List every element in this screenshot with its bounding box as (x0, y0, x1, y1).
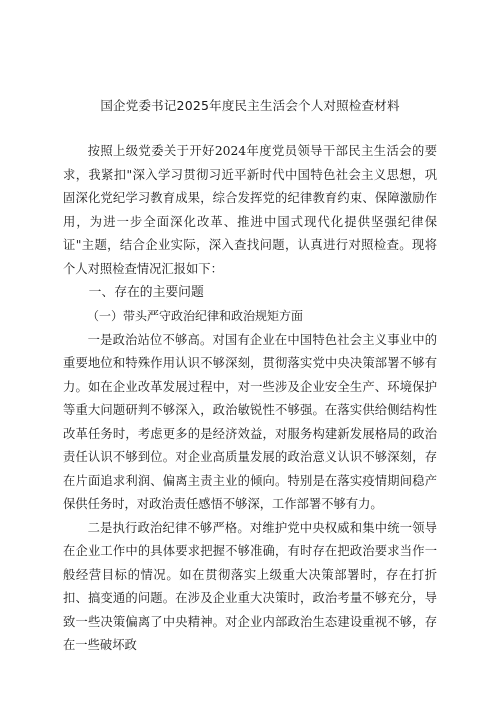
document-body (63, 140, 437, 658)
document-title: 国企党委书记2025年度民主生活会个人对照检查材料 (100, 98, 400, 113)
paragraph-political-discipline: 二是执行政治纪律不够严格。对维护党中央权威和集中统一领导在企业工作中的具体要求把握不够准确，有时存在把政治要求当作一般经营目标的情况。如在贯彻落实上级重大决策部署时，存在打折扣、搞变通的问题。在涉及企业重大决策时，政治考量不够充分，导致一些决策偏离了中央精神。对企业内部政治生态建设重视不够，存在一些破坏政 (63, 520, 437, 652)
subsection-heading: （一）带头严守政治纪律和政治规矩方面 (87, 309, 304, 323)
section-heading: 一、存在的主要问题 (88, 285, 204, 300)
paragraph-political-stance: 一是政治站位不够高。对国有企业在中国特色社会主义事业中的重要地位和特殊作用认识不够深刻，贯彻落实党中央决策部署不够有力。如在企业改革发展过程中，对一些涉及企业安全生产、环境保护等重大问题研判不够深入，政治敏锐性不够强。在落实供给侧结构性改革任务时，考虑更多的是经济效益，对服务构建新发展格局的政治责任认识不够到位。对企业高质量发展的政治意义认识不够深刻，存在片面追求利润、偏离主责主业的倾向。特别是在落实疫情期间稳产保供任务时，对政治责任感悟不够深，工作部署不够有力。 (63, 332, 437, 511)
intro-paragraph: 按照上级党委关于开好2024年度党员领导干部民主生活会的要求，我紧扣"深入学习贯彻习近平新时代中国特色社会主义思想，巩固深化党纪学习教育成果，综合发挥党的纪律教育约束、保障激励作用，为进一步全面深化改革、推进中国式现代化提供坚强纪律保证"主题，结合企业实际，深入查找问题，认真进行对照检查。现将个人对照检查情况汇报如下： (63, 144, 437, 276)
